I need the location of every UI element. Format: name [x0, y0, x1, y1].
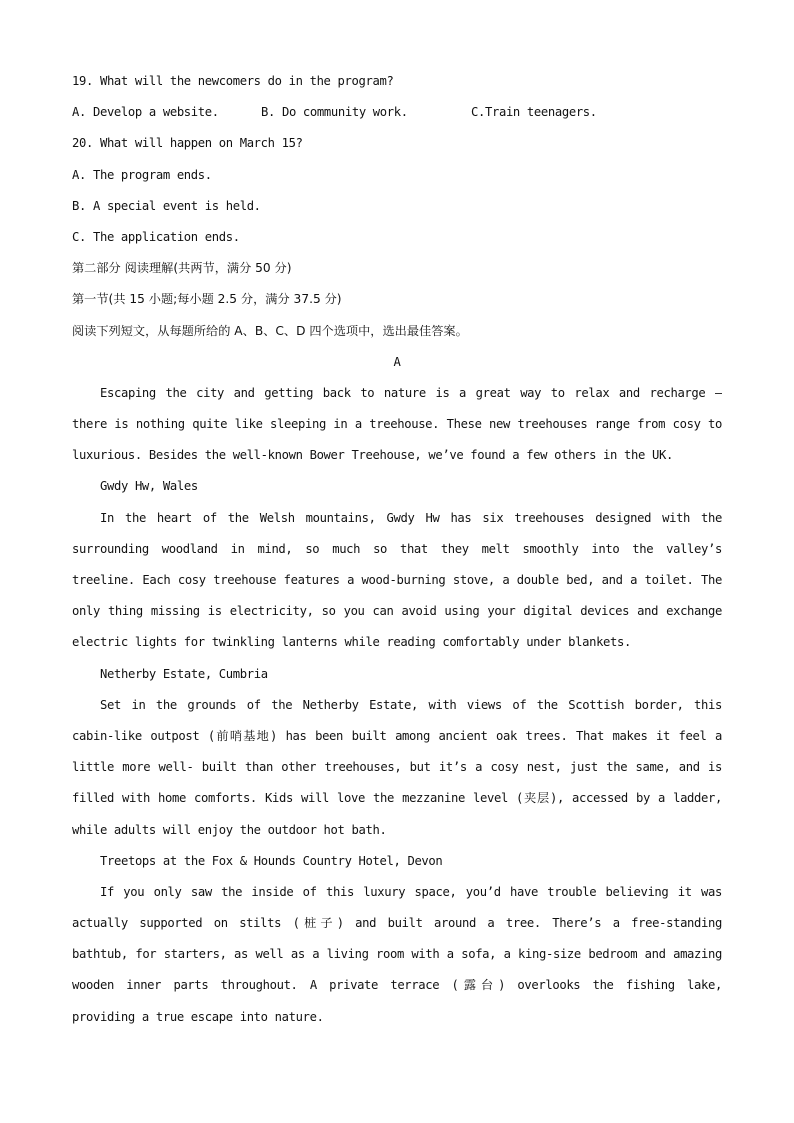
paragraph-line: little more well- built than other treehouses, but it’s a cosy nest, just the same, and is [72, 760, 722, 775]
section-1-heading: 第一节(共 15 小题;每小题 2.5 分，满分 37.5 分) [72, 292, 342, 307]
question-19-option-b: B. Do community work. [261, 105, 408, 120]
intro-line: there is nothing quite like sleeping in a treehouse. These new treehouses range from cosy to [72, 417, 722, 432]
reading-instruction: 阅读下列短文，从每题所给的 A、B、C、D 四个选项中，选出最佳答案。 [72, 323, 468, 338]
paragraph-line: bathtub, for starters, as well as a living room with a sofa, a king-size bedroom and amazing [72, 947, 722, 962]
paragraph-line: In the heart of the Welsh mountains, Gwdy Hw has six treehouses designed with the [100, 510, 722, 525]
paragraph-line: surrounding woodland in mind, so much so that they melt smoothly into the valley’s [72, 541, 722, 556]
paragraph-line: wooden inner parts throughout. A private terrace (露台) overlooks the fishing lake, [72, 978, 722, 993]
question-20-option-a: A. The program ends. [72, 167, 212, 182]
place-heading-treetops: Treetops at the Fox & Hounds Country Hotel, Devon [100, 853, 443, 868]
place-heading-netherby: Netherby Estate, Cumbria [100, 666, 268, 681]
intro-line: Escaping the city and getting back to nature is a great way to relax and recharge — [100, 385, 722, 400]
question-20-option-b: B. A special event is held. [72, 198, 261, 213]
paragraph-line: providing a true escape into nature. [72, 1009, 324, 1024]
paragraph-line: only thing missing is electricity, so you can avoid using your digital devices and exchange [72, 604, 722, 619]
place-heading-gwdy-hw: Gwdy Hw, Wales [100, 479, 198, 494]
passage-label: A [393, 354, 401, 369]
document-page [72, 66, 722, 1033]
part-2-heading: 第二部分 阅读理解(共两节，满分 50 分) [72, 261, 292, 276]
question-19-option-c: C.Train teenagers. [471, 105, 597, 120]
paragraph-line: while adults will enjoy the outdoor hot bath. [72, 822, 387, 837]
intro-line: luxurious. Besides the well-known Bower Treehouse, we’ve found a few others in the UK. [72, 448, 673, 463]
question-19-option-a: A. Develop a website. [72, 105, 219, 120]
question-19-options [72, 97, 722, 128]
paragraph-line: Set in the grounds of the Netherby Estate, with views of the Scottish border, this [100, 697, 722, 712]
question-20-option-c: C. The application ends. [72, 229, 240, 244]
paragraph-line: treeline. Each cosy treehouse features a wood-burning stove, a double bed, and a toilet. The [72, 573, 722, 587]
paragraph-line: filled with home comforts. Kids will love the mezzanine level (夹层), accessed by a ladder, [72, 791, 722, 806]
paragraph-line: cabin-like outpost (前哨基地) has been built among ancient oak trees. That makes it feel a [72, 728, 722, 743]
question-19: 19. What will the newcomers do in the program? [72, 74, 394, 88]
paragraph-line: actually supported on stilts (桩子) and built around a tree. There’s a free-standing [72, 916, 722, 931]
question-20: 20. What will happen on March 15? [72, 136, 303, 151]
paragraph-line: electric lights for twinkling lanterns while reading comfortably under blankets. [72, 635, 632, 650]
paragraph-line: If you only saw the inside of this luxury space, you’d have trouble believing it was [100, 884, 722, 899]
